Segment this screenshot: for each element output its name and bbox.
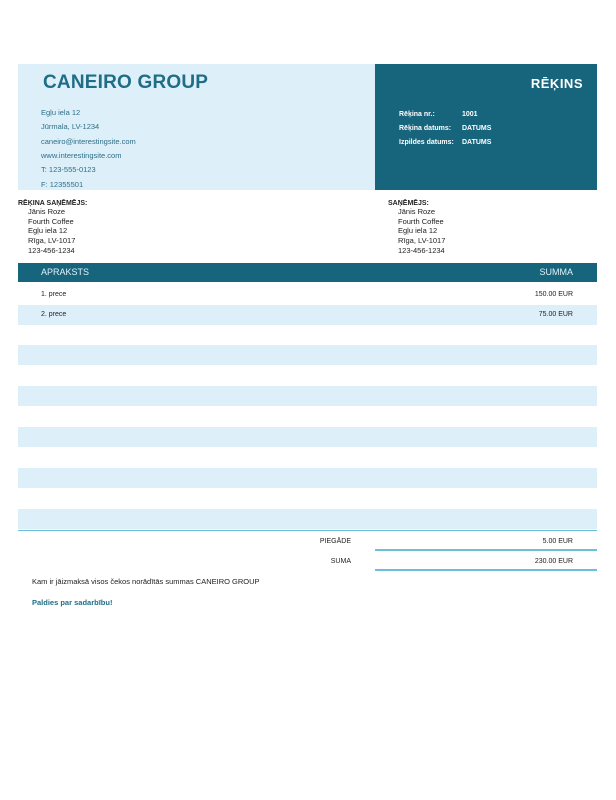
thank-you-text: Paldies par sadarbību! [32, 598, 113, 607]
table-row-empty [18, 488, 597, 508]
table-row-empty [18, 345, 597, 365]
payment-note: Kam ir jāizmaksā visos čekos norādītās summas CANEIRO GROUP [32, 577, 260, 586]
total-value: 230.00 EUR [534, 558, 573, 565]
bill-to-street: Egļu iela 12 [28, 226, 68, 236]
ship-to-block [388, 200, 445, 256]
invoice-header [375, 64, 597, 190]
ship-to-phone: 123-456-1234 [398, 245, 445, 255]
total-rule [375, 569, 597, 571]
table-row-empty [18, 365, 597, 385]
company-name: CANEIRO GROUP [43, 72, 209, 93]
table-row-empty [18, 406, 597, 426]
delivery-label: PIEGĀDE [319, 538, 351, 545]
ship-to-city: Rīga, LV-1017 [398, 236, 446, 246]
table-row-empty [18, 427, 597, 447]
company-fax: F: 12355501 [41, 180, 84, 189]
table-row-empty [18, 509, 597, 529]
invoice-date-label: Rēķina datums: [399, 125, 452, 132]
company-header [18, 64, 375, 190]
company-email: caneiro@interestingsite.com [41, 137, 136, 146]
invoice-number-label: Rēķina nr.: [399, 111, 435, 118]
company-phone: T: 123-555-0123 [41, 165, 96, 174]
invoice-issue-label: Izpildes datums: [399, 139, 454, 146]
column-header-amount: SUMMA [539, 267, 573, 277]
invoice-issue-row [399, 139, 491, 146]
invoice-number-row [399, 111, 478, 118]
table-row-empty [18, 447, 597, 467]
invoice-date-row [399, 125, 491, 132]
invoice-date-value: DATUMS [462, 125, 492, 132]
bill-to-company: Fourth Coffee [28, 216, 74, 226]
ship-to-name: Jānis Roze [398, 207, 436, 216]
row-amount: 150.00 EUR [534, 291, 573, 298]
ship-to-street: Egļu iela 12 [398, 226, 438, 236]
invoice-number-value: 1001 [462, 111, 478, 118]
total-label: SUMA [330, 558, 351, 565]
bill-to-city: Rīga, LV-1017 [28, 236, 76, 246]
row-description: 2. prece [41, 311, 67, 318]
table-row-empty [18, 386, 597, 406]
table-bottom-rule [18, 530, 597, 531]
bill-to-heading: RĒĶINA SAŅĒMĒJS: [18, 200, 88, 207]
invoice-title: RĒĶINS [530, 76, 583, 91]
row-amount: 75.00 EUR [538, 311, 573, 318]
delivery-value: 5.00 EUR [542, 538, 573, 545]
ship-to-company: Fourth Coffee [398, 216, 444, 226]
table-row [18, 285, 597, 305]
ship-to-heading: SAŅĒMĒJS: [388, 200, 429, 207]
company-address-line2: Jūrmala, LV-1234 [41, 122, 100, 131]
table-row [18, 305, 597, 325]
bill-to-block [18, 200, 87, 256]
row-description: 1. prece [41, 291, 67, 298]
company-address-line1: Egļu iela 12 [41, 108, 81, 117]
bill-to-phone: 123-456-1234 [28, 245, 75, 255]
company-website: www.interestingsite.com [41, 151, 122, 160]
table-row-empty [18, 325, 597, 345]
bill-to-name: Jānis Roze [28, 207, 66, 216]
delivery-rule [375, 549, 597, 551]
invoice-issue-value: DATUMS [462, 139, 492, 146]
items-table-header [18, 263, 597, 282]
column-header-description: APRAKSTS [41, 267, 90, 277]
table-row-empty [18, 468, 597, 488]
